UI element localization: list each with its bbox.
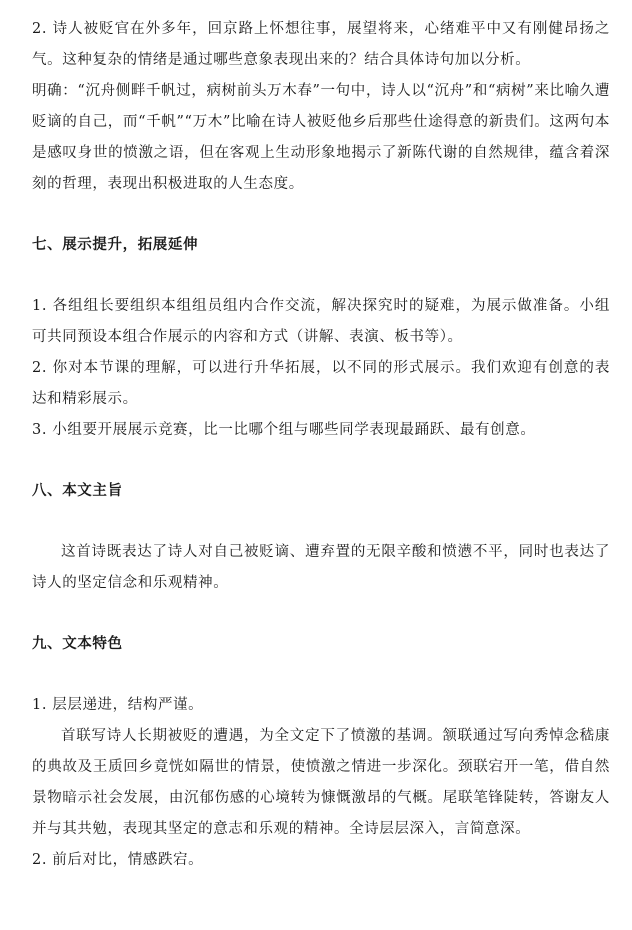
answer-paragraph: 明确：“沉舟侧畔千帆过，病树前头万木春”一句中，诗人以“沉舟”和“病树”来比喻久遭贬谪的自己，而“千帆”“万木”比喻在诗人被贬他乡后那些仕途得意的新贵们。这两句本是感叹身世的愤激之语，但在客观上生动形象地揭示了新陈代谢的自然规律，蕴含着深刻的哲理，表现出积极进取的人生态度。: [32, 83, 610, 192]
section-heading-7: 七、展示提升，拓展延伸: [32, 237, 199, 253]
spacer: [32, 446, 610, 476]
section-9-item-1: 1. 层层递进，结构严谨。: [32, 697, 204, 713]
spacer: [32, 507, 610, 537]
section-heading-9: 九、文本特色: [32, 636, 123, 652]
spacer: [32, 200, 610, 230]
spacer: [32, 261, 610, 291]
section-7-item-3: 3. 小组要开展展示竞赛，比一比哪个组与哪些同学表现最踊跃、最有创意。: [32, 422, 536, 438]
section-9-item-2: 2. 前后对比，情感跌宕。: [32, 852, 204, 868]
spacer: [32, 660, 610, 690]
section-heading-8: 八、本文主旨: [32, 483, 123, 499]
spacer: [32, 599, 610, 629]
section-7-item-2: 2. 你对本节课的理解，可以进行升华拓展，以不同的形式展示。我们欢迎有创意的表达和精彩展示。: [32, 360, 610, 407]
section-8-paragraph: 这首诗既表达了诗人对自己被贬谪、遭弃置的无限辛酸和愤懑不平，同时也表达了诗人的坚定信念和乐观精神。: [32, 544, 610, 591]
section-7-item-1: 1. 各组组长要组织本组组员组内合作交流，解决探究时的疑难，为展示做准备。小组可共同预设本组合作展示的内容和方式（讲解、表演、板书等）。: [32, 298, 610, 345]
question-paragraph: 2. 诗人被贬官在外多年，回京路上怀想往事，展望将来，心绪难平中又有刚健昂扬之气。这种复杂的情绪是通过哪些意象表现出来的？结合具体诗句加以分析。: [32, 21, 610, 68]
section-9-paragraph: 首联写诗人长期被贬的遭遇，为全文定下了愤激的基调。颔联通过写向秀悼念嵇康的典故及王质回乡竟恍如隔世的情景，使愤激之情进一步深化。颈联宕开一笔，借自然景物暗示社会发展，由沉郁伤感的心境转为慷慨激昂的气概。尾联笔锋陡转，答谢友人并与其共勉，表现其坚定的意志和乐观的精神。全诗层层深入，言简意深。: [32, 728, 610, 837]
